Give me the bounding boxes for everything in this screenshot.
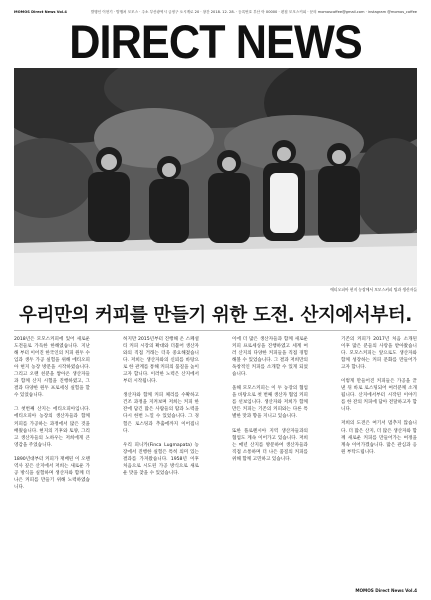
paragraph: 허지만 2015년부터 진행해 온 스페셜티 커피 시장의 확대와 더불어 생산자와의 직접 거래는 더욱 중요해졌습니다. 저희는 생산자와의 신뢰를 바탕으로 한 관계를 통해 커피의 품질을 높이고자 합니다. 이러한 노력은 산지에서부터 시작됩니다. xyxy=(123,337,199,385)
paragraph: 그 첫번째 산지는 에티오피아입니다. 에티오피아 농장의 생산자들과 함께 커피를 가공하는 과정에서 많은 것을 배웠습니다. 현지의 기후와 토양, 그리고 생산자들의 노하우는 저희에게 큰 영감을 주었습니다. xyxy=(14,407,90,448)
article-column-2 xyxy=(123,336,199,580)
paragraph: 생산자와 함께 커피 체리를 수확하고 건조 과정을 지켜보며 저희는 커피 한 잔에 담긴 많은 사람들의 땀과 노력을 다시 한번 느낄 수 있었습니다. 그 경험은 로스팅과 추출에까지 이어집니다. xyxy=(123,393,199,434)
masthead-title: DIRECT NEWS xyxy=(69,15,362,68)
paragraph: 이렇게 만들어진 커피들은 가공을 끝낸 뒤 바로 로스팅되어 여러분께 소개됩니다. 산지에서부터 시작된 이야기를 한 잔의 커피에 담아 전달하고자 합니다. xyxy=(341,379,417,413)
article-column-1 xyxy=(14,336,90,580)
group-photo xyxy=(14,68,417,286)
paragraph: 기존의 커피가 2017년 처음 소개된 이후 많은 분들의 사랑을 받아왔습니다. 모모스커피는 앞으로도 생산자와 함께 성장하는 커피 문화를 만들어가고자 합니다. xyxy=(341,337,417,371)
info-line: 발행인 이현기 · 발행처 모모스 · 주소 부산광역시 금정구 오시게로 20 · 창간 2018. 12. 28. · 등록번호 부산 아 00000 · 편집 모모스커피 · 문의 momoscoffee@gmail.com · instagram @momos_coffee xyxy=(90,10,417,14)
article-column-4 xyxy=(341,336,417,580)
paragraph: 올해 모모스커피는 이 두 농장의 협업을 바탕으로 첫 번째 생산자 협업 커피를 선보입니다. 생산자와 저희가 함께 만든 커피는 기존의 커피와는 다른 특별한 맛과 향을 지니고 있습니다. xyxy=(232,386,308,420)
paragraph: 또한 플로렌시아 지역 생산자들과의 협업도 계속 이어가고 있습니다. 저희는 매년 산지를 방문하여 생산자들과 직접 소통하며 더 나은 품질의 커피를 위해 함께 고민하고 있습니다. xyxy=(232,428,308,462)
photo-caption: 에티오피아 현지 농장에서 모모스커피 팀과 생산자들 xyxy=(330,287,417,292)
article-columns xyxy=(14,336,417,580)
paragraph: 1890년대부터 커피가 재배된 이 오랜 역사 깊은 산지에서 저희는 새로운 가공 방식을 실험하며 생산자와 함께 더 나은 커피를 만들기 위해 노력하였습니다. xyxy=(14,456,90,490)
paragraph: 저희의 도전은 여기서 멈추지 않습니다. 더 많은 산지, 더 많은 생산자와 함께 새로운 커피를 만들어가는 여정을 계속 이어가겠습니다. 많은 관심과 응원 부탁드립니다. xyxy=(341,421,417,455)
paragraph: 2018년은 모모스커피에 있어 새로운 도전들로 가득한 한해였습니다. 지난해 부터 이어진 한국인의 커피 원두 수입과 생두 가공 실험을 위해 에티오피아 현지 농장 방문을 시작하였습니다. 그리고 오랜 친분을 쌓아온 생산자들과 함께 산지 시험을 진행하였고, 그 결과 다양한 원두 프로세싱 실험을 할 수 있었습니다. xyxy=(14,337,90,399)
publisher-line: MOMOS Direct News Vol.4 xyxy=(14,10,67,14)
paragraph: 우리 피니카(Finca Lugmapata) 농장에서 진행한 실험은 특히 의미 있는 결과를 가져왔습니다. 1958년 이후 처음으로 시도된 가공 방식으로 새로운 맛을 찾을 수 있었습니다. xyxy=(123,442,199,476)
headline: 우리만의 커피를 만들기 위한 도전. 산지에서부터. xyxy=(19,305,412,326)
footer-label: MOMOS Direct News Vol.4 xyxy=(355,588,417,593)
article-column-3 xyxy=(232,336,308,580)
photo-illustration xyxy=(14,68,417,286)
divider xyxy=(14,330,417,331)
paragraph: 이에 더 많은 생산자들과 함께 새로운 커피 프로세싱을 진행하였고 세계 여러 산지의 다양한 커피들을 직접 경험해볼 수 있었습니다. 그 결과 저희만의 독창적인 커피를 소개할 수 있게 되었습니다. xyxy=(232,337,308,378)
